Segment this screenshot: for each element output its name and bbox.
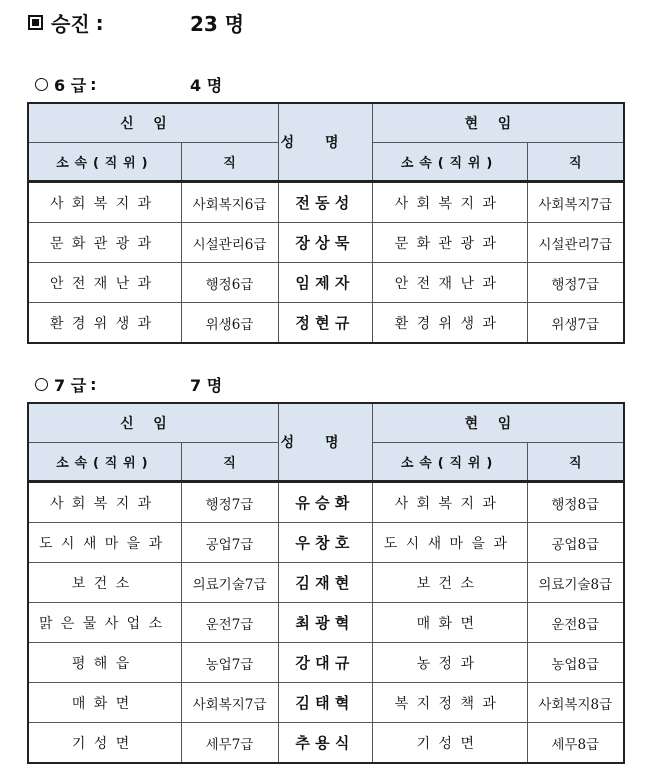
circle-bullet-icon — [35, 78, 48, 91]
person-name-cell: 임제자 — [278, 263, 372, 303]
grade7-colon: : — [90, 375, 97, 394]
person-name-cell: 김태혁 — [278, 683, 372, 723]
grade6-count: 4 명 — [190, 76, 223, 95]
current-position-cell: 농업8급 — [527, 643, 624, 683]
new-dept-cell: 문화관광과 — [28, 223, 181, 263]
new-position-cell: 공업7급 — [181, 523, 278, 563]
current-position-cell: 위생7급 — [527, 303, 624, 344]
heading-colon: : — [95, 10, 104, 35]
grade7-heading — [35, 373, 223, 396]
current-position-cell: 운전8급 — [527, 603, 624, 643]
new-position-cell: 위생6급 — [181, 303, 278, 344]
new-position-cell: 행정6급 — [181, 263, 278, 303]
current-position-cell: 사회복지7급 — [527, 182, 624, 223]
person-name-cell: 장상묵 — [278, 223, 372, 263]
heading-label: 승진 — [51, 12, 90, 36]
table-row — [28, 683, 624, 723]
current-position-cell: 세무8급 — [527, 723, 624, 764]
new-dept-cell: 보건소 — [28, 563, 181, 603]
current-dept-cell: 안전재난과 — [372, 263, 527, 303]
current-dept-header: 소속(직위) — [372, 443, 527, 482]
new-dept-cell: 도시새마을과 — [28, 523, 181, 563]
person-name-cell: 정현규 — [278, 303, 372, 344]
current-dept-header: 소속(직위) — [372, 143, 527, 182]
current-position-cell: 행정7급 — [527, 263, 624, 303]
new-dept-cell: 사회복지과 — [28, 482, 181, 523]
new-dept-cell: 안전재난과 — [28, 263, 181, 303]
new-position-cell: 행정7급 — [181, 482, 278, 523]
new-position-cell: 농업7급 — [181, 643, 278, 683]
current-position-cell: 행정8급 — [527, 482, 624, 523]
filled-square-icon — [28, 15, 43, 30]
new-position-cell: 운전7급 — [181, 603, 278, 643]
current-position-header: 직 — [527, 143, 624, 182]
table-row — [28, 223, 624, 263]
new-position-cell: 사회복지6급 — [181, 182, 278, 223]
grade6-label: 6 급 — [54, 76, 87, 95]
table-row — [28, 723, 624, 764]
new-position-cell: 시설관리6급 — [181, 223, 278, 263]
table-row — [28, 263, 624, 303]
current-dept-cell: 사회복지과 — [372, 182, 527, 223]
table-row — [28, 482, 624, 523]
new-dept-cell: 사회복지과 — [28, 182, 181, 223]
grade7-label: 7 급 — [54, 376, 87, 395]
grade7-rows — [28, 482, 624, 764]
new-position-cell: 사회복지7급 — [181, 683, 278, 723]
new-dept-cell: 기성면 — [28, 723, 181, 764]
new-dept-cell: 매화면 — [28, 683, 181, 723]
new-dept-cell: 맑은물사업소 — [28, 603, 181, 643]
new-post-header: 신임 — [28, 403, 278, 443]
table-row — [28, 523, 624, 563]
current-dept-cell: 환경위생과 — [372, 303, 527, 344]
current-post-header: 현임 — [372, 403, 624, 443]
grade6-heading — [35, 73, 223, 96]
grade6-rows — [28, 182, 624, 344]
name-header: 성명 — [278, 103, 372, 182]
current-position-header: 직 — [527, 443, 624, 482]
current-position-cell: 시설관리7급 — [527, 223, 624, 263]
current-dept-cell: 복지정책과 — [372, 683, 527, 723]
person-name-cell: 유승화 — [278, 482, 372, 523]
person-name-cell: 추용식 — [278, 723, 372, 764]
current-position-cell: 사회복지8급 — [527, 683, 624, 723]
new-dept-header: 소속(직위) — [28, 443, 181, 482]
new-dept-cell: 환경위생과 — [28, 303, 181, 344]
page-heading — [28, 8, 245, 37]
new-position-header: 직 — [181, 143, 278, 182]
table-row — [28, 603, 624, 643]
person-name-cell: 전동성 — [278, 182, 372, 223]
current-dept-cell: 농정과 — [372, 643, 527, 683]
current-dept-cell: 사회복지과 — [372, 482, 527, 523]
new-position-header: 직 — [181, 443, 278, 482]
new-position-cell: 의료기술7급 — [181, 563, 278, 603]
table-row — [28, 182, 624, 223]
table-row — [28, 563, 624, 603]
current-post-header: 현임 — [372, 103, 624, 143]
circle-bullet-icon — [35, 378, 48, 391]
grade6-colon: : — [90, 75, 97, 94]
grade6-table — [27, 102, 625, 344]
new-dept-cell: 평해읍 — [28, 643, 181, 683]
new-position-cell: 세무7급 — [181, 723, 278, 764]
current-dept-cell: 도시새마을과 — [372, 523, 527, 563]
person-name-cell: 우창호 — [278, 523, 372, 563]
grade7-table — [27, 402, 625, 764]
person-name-cell: 강대규 — [278, 643, 372, 683]
table-row — [28, 643, 624, 683]
current-dept-cell: 매화면 — [372, 603, 527, 643]
table-row — [28, 303, 624, 344]
current-dept-cell: 문화관광과 — [372, 223, 527, 263]
current-position-cell: 공업8급 — [527, 523, 624, 563]
new-dept-header: 소속(직위) — [28, 143, 181, 182]
person-name-cell: 김재현 — [278, 563, 372, 603]
name-header: 성명 — [278, 403, 372, 482]
grade7-count: 7 명 — [190, 376, 223, 395]
new-post-header: 신임 — [28, 103, 278, 143]
current-dept-cell: 보건소 — [372, 563, 527, 603]
heading-count: 23 명 — [190, 12, 245, 36]
current-dept-cell: 기성면 — [372, 723, 527, 764]
person-name-cell: 최광혁 — [278, 603, 372, 643]
current-position-cell: 의료기술8급 — [527, 563, 624, 603]
